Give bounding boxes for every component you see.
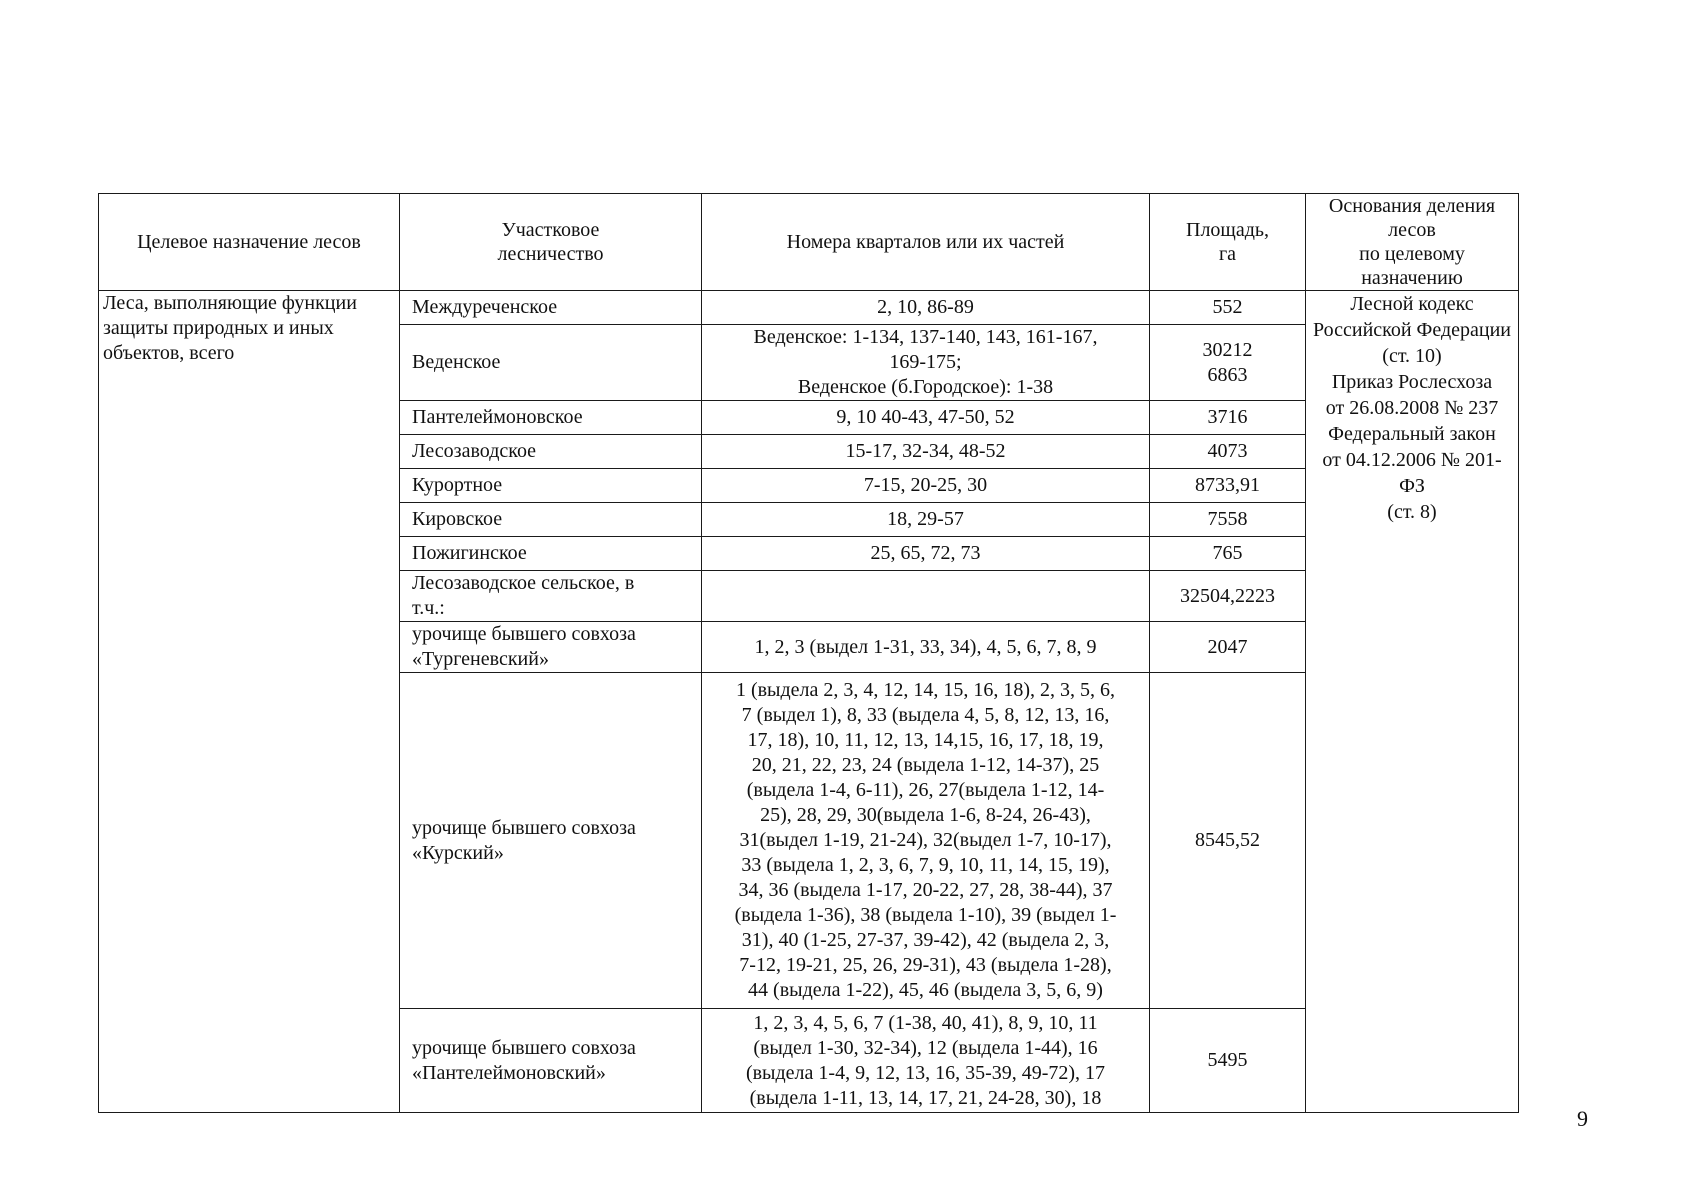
district-cell [400,325,702,401]
header-basis: Основания деления лесов по целевому назначению [1306,194,1519,291]
area-cell [1150,537,1306,571]
blocks-line: 33 (выдела 1, 2, 3, 6, 7, 9, 10, 11, 14, 15, 19), [741,854,1110,876]
purpose-line: Леса, выполняющие функции [103,292,357,314]
area-line: 32504,2223 [1180,584,1275,607]
blocks-line: 31(выдел 1-19, 21-24), 32(выдел 1-7, 10-17), [739,829,1112,851]
area-line: 4073 [1207,440,1248,462]
blocks-cell [702,673,1150,1009]
area-line: 6863 [1207,363,1248,386]
blocks-line: 20, 21, 22, 23, 24 (выдела 1-12, 14-37), 25 [751,754,1100,776]
blocks-line: 1, 2, 3, 4, 5, 6, 7 (1-38, 40, 41), 8, 9, 10, 11 [753,1011,1098,1034]
district-cell [400,291,702,325]
blocks-line: (выдела 1-11, 13, 14, 17, 21, 24-28, 30), 18 [749,1086,1102,1109]
table-body [99,291,1519,1113]
blocks-line: (выдел 1-30, 32-34), 12 (выдела 1-44), 16 [753,1036,1098,1059]
district-line: урочище бывшего совхоза [412,1036,636,1059]
area-line: 8545,52 [1195,829,1260,851]
basis-line: от 04.12.2006 № 201-ФЗ [1322,449,1502,497]
district-line: урочище бывшего совхоза [412,623,636,645]
district-cell [400,503,702,537]
area-cell [1150,325,1306,401]
area-cell [1150,571,1306,622]
district-line: т.ч.: [412,597,445,619]
blocks-line: 25), 28, 29, 30(выдела 1-6, 8-24, 26-43), [760,804,1091,826]
district-cell [400,435,702,469]
area-cell [1150,469,1306,503]
basis-line: Федеральный закон [1328,423,1496,445]
blocks-cell [702,503,1150,537]
basis-cell [1306,291,1519,1113]
forest-purpose-table [98,193,1519,1113]
district-line: Курортное [412,474,503,496]
district-cell [400,673,702,1009]
district-line: Пантелеймоновское [412,406,583,428]
district-line: Лесозаводское сельское, в [412,572,635,594]
purpose-line: защиты природных и иных [103,317,334,339]
header-district: Участковое лесничество [400,194,702,291]
blocks-cell [702,291,1150,325]
area-line: 3716 [1207,406,1248,428]
blocks-line: 7 (выдел 1), 8, 33 (выдела 4, 5, 8, 12, 13, 16, [741,704,1110,726]
district-cell [400,571,702,622]
district-cell [400,401,702,435]
blocks-line: 2, 10, 86-89 [877,296,974,318]
table-row [99,291,1519,325]
area-line: 30212 [1202,338,1253,361]
district-cell [400,537,702,571]
blocks-cell [702,571,1150,622]
page-number: 9 [1577,1106,1588,1131]
area-line: 8733,91 [1195,474,1260,496]
basis-line: Российской Федерации [1312,319,1512,341]
blocks-line: (выдела 1-4, 9, 12, 13, 16, 35-39, 49-72), 17 [745,1061,1106,1084]
area-line: 2047 [1207,635,1248,658]
area-cell [1150,673,1306,1009]
blocks-cell [702,401,1150,435]
area-cell [1150,1009,1306,1113]
district-cell [400,469,702,503]
area-line: 552 [1212,296,1243,318]
blocks-line: 7-12, 19-21, 25, 26, 29-31), 43 (выдела 1-28), [739,954,1112,976]
blocks-line: Веденское (б.Городское): 1-38 [797,376,1054,398]
blocks-line: 34, 36 (выдела 1-17, 20-22, 27, 28, 38-44), 37 [738,879,1113,901]
area-cell [1150,503,1306,537]
basis-line: от 26.08.2008 № 237 [1325,397,1499,419]
basis-line: (ст. 10) [1382,345,1442,367]
blocks-line: 18, 29-57 [887,508,964,530]
district-line: Кировское [412,508,503,530]
purpose-line: объектов, всего [103,342,235,364]
basis-line: (ст. 8) [1387,501,1437,523]
blocks-cell [702,622,1150,673]
area-line: 5495 [1207,1049,1248,1071]
blocks-cell [702,1009,1150,1113]
area-line: 765 [1212,542,1243,564]
district-line: Пожигинское [412,542,527,564]
blocks-line: (выдела 1-36), 38 (выдела 1-10), 39 (выдел 1- [734,904,1117,926]
district-line: Междуреченское [412,296,558,318]
area-cell [1150,435,1306,469]
blocks-line: 169-175; [889,351,962,373]
basis-line: Приказ Рослесхоза [1331,371,1493,393]
district-line: урочище бывшего совхоза [412,816,636,839]
district-line: Лесозаводское [412,440,537,462]
area-line: 7558 [1207,508,1248,530]
blocks-line: 1 (выдела 2, 3, 4, 12, 14, 15, 16, 18), 2, 3, 5, 6, [735,679,1116,701]
blocks-line: 15-17, 32-34, 48-52 [845,440,1006,462]
purpose-cell [99,291,400,1113]
area-cell [1150,401,1306,435]
blocks-line: (выдела 1-4, 6-11), 26, 27(выдела 1-12, 14- [746,779,1105,801]
blocks-line: 17, 18), 10, 11, 12, 13, 14,15, 16, 17, 18, 19, [747,729,1104,751]
district-line: «Курский» [412,841,504,864]
blocks-line: 25, 65, 72, 73 [870,542,981,564]
blocks-line: 1, 2, 3 (выдел 1-31, 33, 34), 4, 5, 6, 7, 8, 9 [754,635,1097,658]
header-purpose: Целевое назначение лесов [99,194,400,291]
area-cell [1150,622,1306,673]
district-cell [400,622,702,673]
basis-line: Лесной кодекс [1350,293,1474,315]
blocks-cell [702,325,1150,401]
blocks-line: 7-15, 20-25, 30 [863,474,988,496]
blocks-line: 31), 40 (1-25, 27-37, 39-42), 42 (выдела 2, 3, [741,929,1110,951]
header-blocks: Номера кварталов или их частей [702,194,1150,291]
blocks-line: Веденское: 1-134, 137-140, 143, 161-167, [753,326,1098,348]
area-cell [1150,291,1306,325]
blocks-line: 9, 10 40-43, 47-50, 52 [836,406,1015,428]
district-line: «Пантелеймоновский» [412,1061,606,1084]
table-header-row [99,194,1519,291]
blocks-cell [702,537,1150,571]
blocks-cell [702,469,1150,503]
district-line: Веденское [412,351,501,373]
blocks-cell [702,435,1150,469]
blocks-line: 44 (выдела 1-22), 45, 46 (выдела 3, 5, 6, 9) [748,979,1103,1001]
district-line: «Тургеневский» [412,648,549,670]
header-area: Площадь, га [1150,194,1306,291]
district-cell [400,1009,702,1113]
